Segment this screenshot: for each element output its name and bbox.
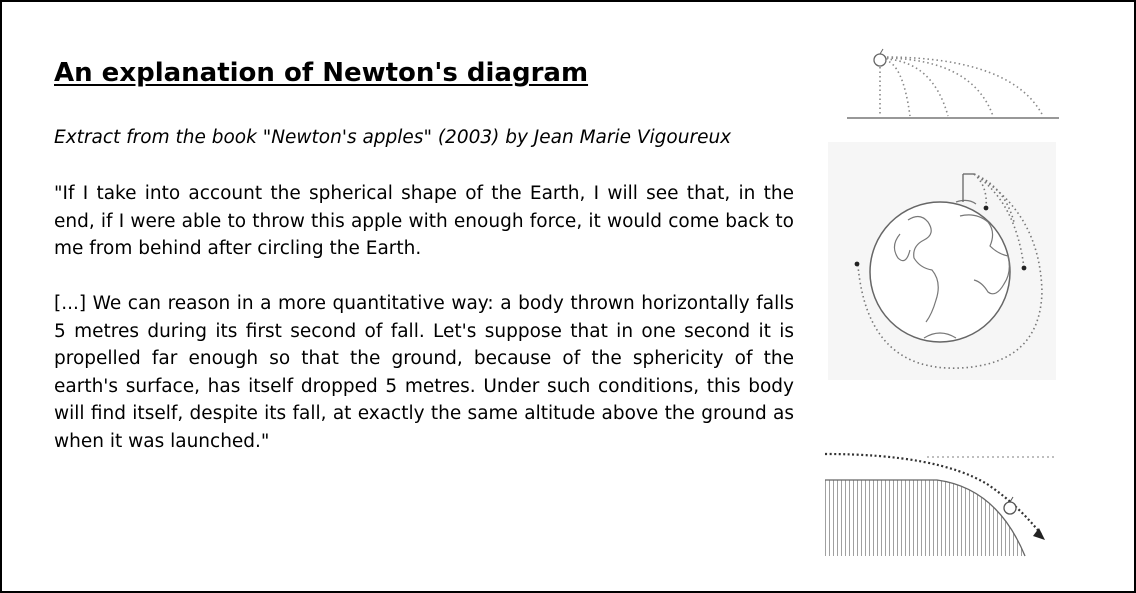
quote-paragraph-2: [...] We can reason in a more quantitative way: a body thrown horizontally falls 5 metres during its first second of fall. Let's suppose that in one second it is propelled far enough so that the ground, because of the sphericity of the earth's surface, has itself dropped 5 metres. Under such conditions, this body will find itself, despite its fall, at exactly the same altitude above the ground as when it was launched." xyxy=(54,293,794,452)
apple-trajectories-icon xyxy=(845,42,1063,127)
earth-orbit-icon xyxy=(828,142,1056,380)
curved-ground-fall-icon xyxy=(817,442,1057,564)
book-citation: Extract from the book "Newton's apples" (2003) by Jean Marie Vigoureux xyxy=(54,127,732,148)
quote-paragraph-1: "If I take into account the spherical shape of the Earth, I will see that, in the end, if I were able to throw this apple with enough force, it would come back to me from behind after circling the Earth. xyxy=(54,183,794,260)
page-title: An explanation of Newton's diagram xyxy=(54,58,589,88)
